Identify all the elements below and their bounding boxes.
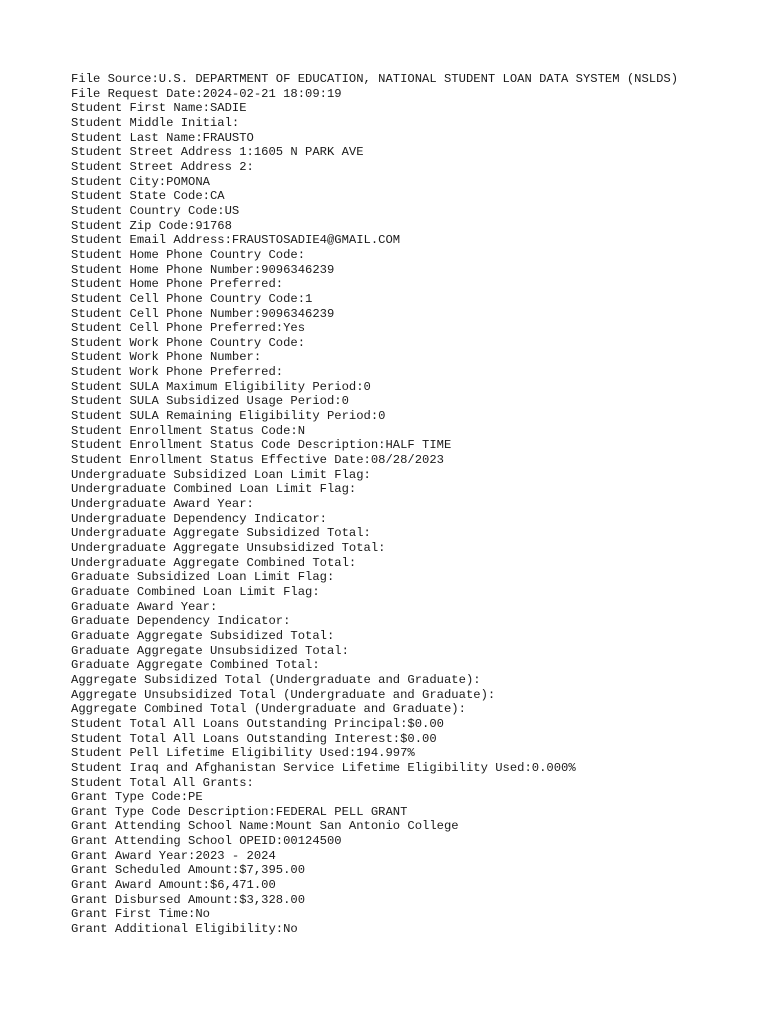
- line-cell-phone-preferred: Student Cell Phone Preferred:Yes: [71, 321, 306, 336]
- line-street-address-2: Student Street Address 2:: [71, 159, 254, 174]
- line-zip-code: Student Zip Code:91768: [71, 218, 232, 233]
- line-grad-combined-limit-flag: Graduate Combined Loan Limit Flag:: [71, 584, 320, 599]
- line-cell-phone-number: Student Cell Phone Number:9096346239: [71, 306, 335, 321]
- line-enrollment-status-description: Student Enrollment Status Code Description:HALF TIME: [71, 438, 452, 453]
- line-home-phone-preferred: Student Home Phone Preferred:: [71, 277, 284, 292]
- nslds-text-document: [71, 72, 761, 937]
- line-grant-award-amount: Grant Award Amount:$6,471.00: [71, 878, 276, 893]
- line-home-phone-number: Student Home Phone Number:9096346239: [71, 262, 335, 277]
- line-ug-aggregate-subsidized: Undergraduate Aggregate Subsidized Total:: [71, 526, 371, 541]
- line-grant-school-opeid: Grant Attending School OPEID:00124500: [71, 834, 342, 849]
- line-sula-remaining-eligibility: Student SULA Remaining Eligibility Period:0: [71, 409, 386, 424]
- line-pell-lifetime-eligibility: Student Pell Lifetime Eligibility Used:194.997%: [71, 746, 415, 761]
- line-aggregate-combined-total: Aggregate Combined Total (Undergraduate and Graduate):: [71, 702, 466, 717]
- line-grad-aggregate-combined: Graduate Aggregate Combined Total:: [71, 658, 320, 673]
- line-student-middle-initial: Student Middle Initial:: [71, 115, 240, 130]
- line-iraq-afghanistan-eligibility: Student Iraq and Afghanistan Service Lifetime Eligibility Used:0.000%: [71, 760, 576, 775]
- line-grad-aggregate-subsidized: Graduate Aggregate Subsidized Total:: [71, 628, 335, 643]
- line-ug-aggregate-unsubsidized: Undergraduate Aggregate Unsubsidized Total:: [71, 541, 386, 555]
- line-grad-subsidized-limit-flag: Graduate Subsidized Loan Limit Flag:: [71, 570, 335, 585]
- line-file-request-date: File Request Date:2024-02-21 18:09:19: [71, 86, 342, 101]
- line-grant-first-time: Grant First Time:No: [71, 907, 210, 922]
- line-grant-school-name: Grant Attending School Name:Mount San Antonio College: [71, 819, 459, 834]
- line-aggregate-unsubsidized-total: Aggregate Unsubsidized Total (Undergraduate and Graduate):: [71, 687, 496, 702]
- line-sula-subsidized-usage: Student SULA Subsidized Usage Period:0: [71, 394, 349, 409]
- line-city: Student City:POMONA: [71, 174, 210, 189]
- line-ug-combined-limit-flag: Undergraduate Combined Loan Limit Flag:: [71, 482, 357, 497]
- line-student-last-name: Student Last Name:FRAUSTO: [71, 130, 254, 145]
- line-enrollment-status-effective-date: Student Enrollment Status Effective Date:08/28/2023: [71, 453, 444, 468]
- line-grad-aggregate-unsubsidized: Graduate Aggregate Unsubsidized Total:: [71, 643, 349, 658]
- line-street-address-1: Student Street Address 1:1605 N PARK AVE: [71, 145, 364, 160]
- line-grant-award-year: Grant Award Year:2023 - 2024: [71, 848, 276, 863]
- line-work-phone-country-code: Student Work Phone Country Code:: [71, 335, 306, 350]
- line-outstanding-principal: Student Total All Loans Outstanding Principal:$0.00: [71, 716, 444, 731]
- line-ug-aggregate-combined: Undergraduate Aggregate Combined Total:: [71, 555, 357, 570]
- line-ug-dependency-indicator: Undergraduate Dependency Indicator:: [71, 511, 327, 526]
- line-grant-type-code: Grant Type Code:PE: [71, 790, 203, 805]
- line-total-all-grants: Student Total All Grants:: [71, 775, 254, 790]
- line-state-code: Student State Code:CA: [71, 189, 225, 204]
- line-sula-max-eligibility: Student SULA Maximum Eligibility Period:0: [71, 379, 371, 394]
- line-grant-type-description: Grant Type Code Description:FEDERAL PELL GRANT: [71, 804, 408, 819]
- line-grant-scheduled-amount: Grant Scheduled Amount:$7,395.00: [71, 863, 306, 878]
- line-enrollment-status-code: Student Enrollment Status Code:N: [71, 423, 306, 438]
- line-ug-subsidized-limit-flag: Undergraduate Subsidized Loan Limit Flag:: [71, 467, 371, 482]
- line-home-phone-country-code: Student Home Phone Country Code:: [71, 247, 306, 262]
- line-grad-dependency-indicator: Graduate Dependency Indicator:: [71, 614, 291, 629]
- line-grant-disbursed-amount: Grant Disbursed Amount:$3,328.00: [71, 892, 306, 907]
- line-cell-phone-country-code: Student Cell Phone Country Code:1: [71, 291, 313, 306]
- line-student-first-name: Student First Name:SADIE: [71, 101, 247, 116]
- line-file-source: File Source:U.S. DEPARTMENT OF EDUCATION, NATIONAL STUDENT LOAN DATA SYSTEM (NSLDS): [71, 72, 679, 86]
- line-ug-award-year: Undergraduate Award Year:: [71, 497, 254, 512]
- line-work-phone-preferred: Student Work Phone Preferred:: [71, 365, 284, 380]
- line-aggregate-subsidized-total: Aggregate Subsidized Total (Undergraduate and Graduate):: [71, 672, 481, 687]
- line-country-code: Student Country Code:US: [71, 203, 240, 218]
- line-grad-award-year: Graduate Award Year:: [71, 599, 218, 614]
- line-email-address: Student Email Address:FRAUSTOSADIE4@GMAIL.COM: [71, 233, 401, 248]
- line-work-phone-number: Student Work Phone Number:: [71, 350, 262, 365]
- line-grant-additional-eligibility: Grant Additional Eligibility:No: [71, 922, 298, 937]
- line-outstanding-interest: Student Total All Loans Outstanding Interest:$0.00: [71, 731, 437, 746]
